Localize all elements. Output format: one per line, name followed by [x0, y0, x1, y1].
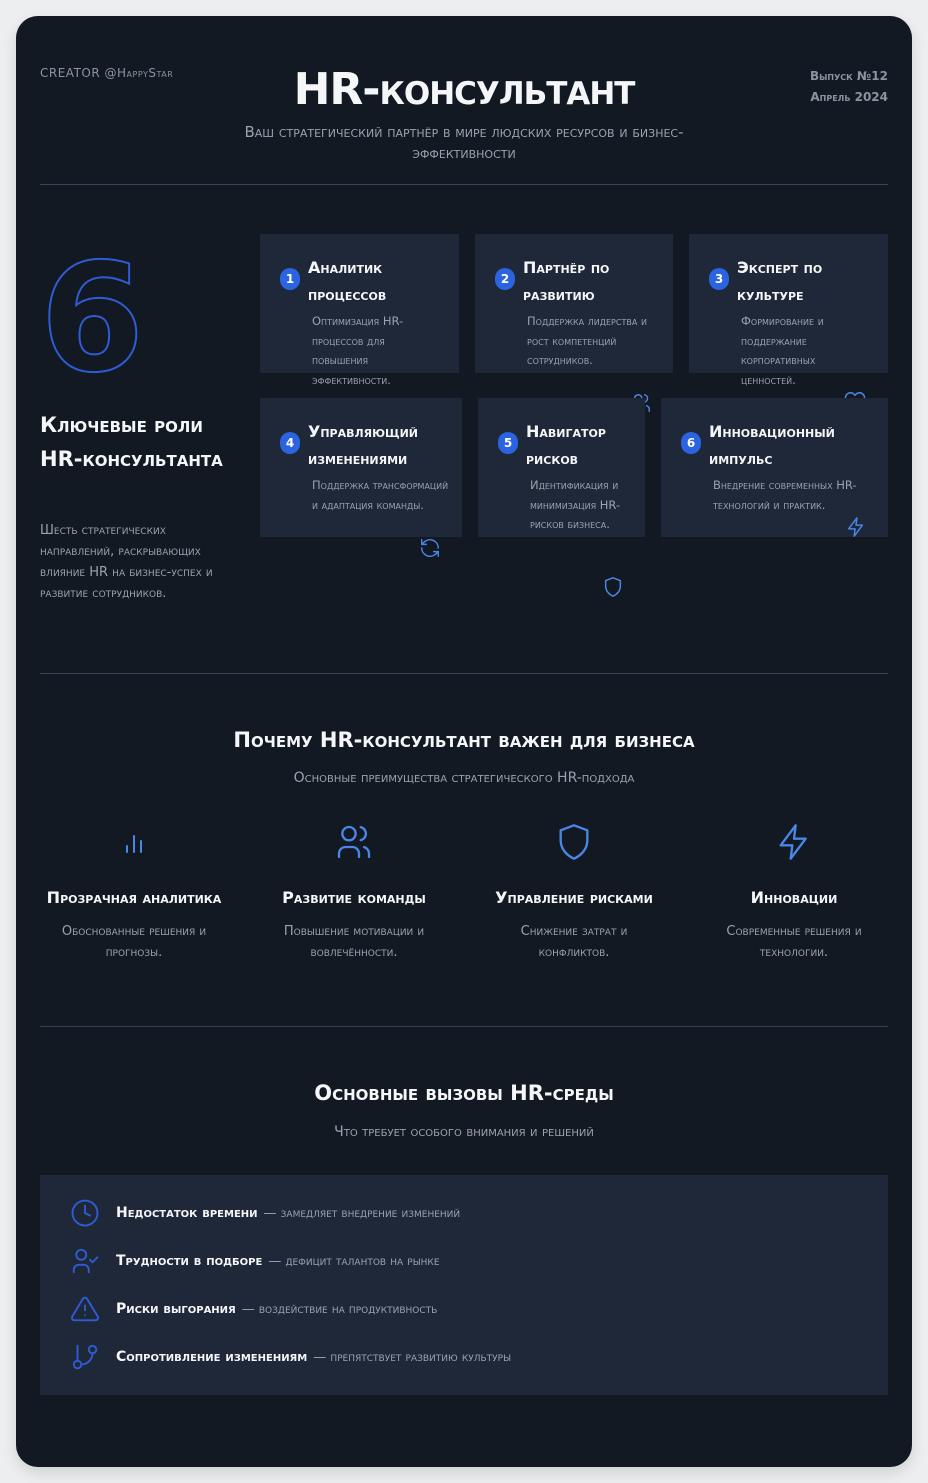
role-card-4 [260, 398, 462, 537]
benefits-subtitle: Основные преимущества стратегического HR-подхода [293, 770, 635, 786]
role-title: Управляющий изменениями [308, 422, 419, 468]
challenge-title: Риски выгорания [116, 1301, 236, 1317]
challenge-title: Трудности в подборе [116, 1253, 263, 1269]
benefit-item [474, 822, 674, 963]
role-number-badge: 4 [280, 432, 300, 454]
challenge-description: — препятствует развитию культуры [313, 1349, 512, 1365]
role-card-1 [260, 234, 459, 387]
divider [40, 1026, 888, 1027]
benefit-description: Обоснованные решения и прогнозы. [61, 924, 207, 960]
bar-chart-icon [114, 822, 154, 862]
benefit-description: Снижение затрат и конфликтов. [520, 924, 628, 960]
challenges-panel [40, 1175, 888, 1395]
role-number-badge: 3 [709, 268, 729, 290]
role-card-2 [475, 234, 673, 373]
divider [40, 673, 888, 674]
role-description: Формирование и поддержание корпоративных ценностей. [741, 314, 824, 387]
roles-description: Шесть стратегических направлений, раскрывающих влияние HR на бизнес-успех и развитие сотрудников. [40, 523, 213, 601]
benefit-item [254, 822, 454, 963]
role-number-badge: 5 [498, 432, 518, 454]
challenge-item [70, 1294, 437, 1324]
benefit-description: Повышение мотивации и вовлечённости. [283, 924, 425, 960]
role-card-5 [478, 398, 645, 537]
lightning-icon [845, 516, 867, 538]
challenge-item [70, 1198, 460, 1228]
infographic-card [16, 16, 912, 1467]
challenge-title: Сопротивление изменениям [116, 1349, 308, 1365]
role-description: Поддержка лидерства и рост компетенций сотрудников. [527, 314, 647, 367]
challenge-item [70, 1342, 511, 1372]
role-card-3 [689, 234, 888, 387]
creator-credit: CREATOR @HappyStar [40, 66, 174, 80]
shield-icon [602, 576, 624, 598]
challenges-title: Основные вызовы HR-среды [314, 1081, 614, 1105]
challenge-description: — воздействие на продуктивность [241, 1301, 438, 1317]
benefit-item [694, 822, 894, 963]
role-description: Идентификация и минимизация HR-рисков бизнеса. [530, 478, 621, 531]
benefit-title: Прозрачная аналитика [46, 888, 222, 907]
benefits-title: Почему HR-консультант важен для бизнеса [233, 728, 695, 752]
refresh-icon [419, 537, 441, 559]
challenge-title: Недостаток времени [116, 1205, 258, 1221]
git-branch-icon [70, 1342, 100, 1372]
benefit-title: Инновации [750, 888, 838, 907]
role-title: Эксперт по культуре [737, 258, 823, 304]
lightning-icon [774, 822, 814, 862]
page-title: HR-консультант [293, 64, 635, 115]
users-icon [334, 822, 374, 862]
benefit-title: Развитие команды [282, 888, 426, 907]
issue-number: Выпуск №12 [809, 69, 888, 83]
issue-date: Апрель 2024 [810, 90, 888, 104]
benefit-description: Современные решения и технологии. [726, 924, 862, 960]
role-card-6 [661, 398, 888, 537]
role-title: Партнёр по развитию [523, 258, 610, 304]
shield-icon [554, 822, 594, 862]
benefit-item [34, 822, 234, 963]
big-number: 6 [40, 232, 145, 406]
role-title: Инновационный импульс [709, 422, 835, 468]
challenge-item [70, 1246, 440, 1276]
page-subtitle: Ваш стратегический партнёр в мире людских ресурсов и бизнес-эффективности [244, 123, 684, 162]
challenge-description: — дефицит талантов на рынке [268, 1253, 440, 1269]
challenges-subtitle: Что требует особого внимания и решений [334, 1124, 594, 1140]
user-check-icon [70, 1246, 100, 1276]
role-title: Аналитик процессов [308, 258, 387, 304]
role-number-badge: 2 [495, 268, 515, 290]
role-description: Оптимизация HR-процессов для повышения эффективности. [312, 314, 404, 387]
benefit-title: Управление рисками [495, 888, 653, 907]
clock-icon [70, 1198, 100, 1228]
role-number-badge: 6 [681, 432, 701, 454]
role-number-badge: 1 [280, 268, 300, 290]
warning-icon [70, 1294, 100, 1324]
role-description: Поддержка трансформаций и адаптация команды. [312, 478, 449, 512]
role-description: Внедрение современных HR-технологий и практик. [713, 478, 857, 512]
roles-title: Ключевые роли HR-консультанта [40, 413, 223, 471]
challenge-description: — замедляет внедрение изменений [263, 1205, 461, 1221]
divider [40, 184, 888, 185]
role-title: Навигатор рисков [526, 422, 606, 468]
